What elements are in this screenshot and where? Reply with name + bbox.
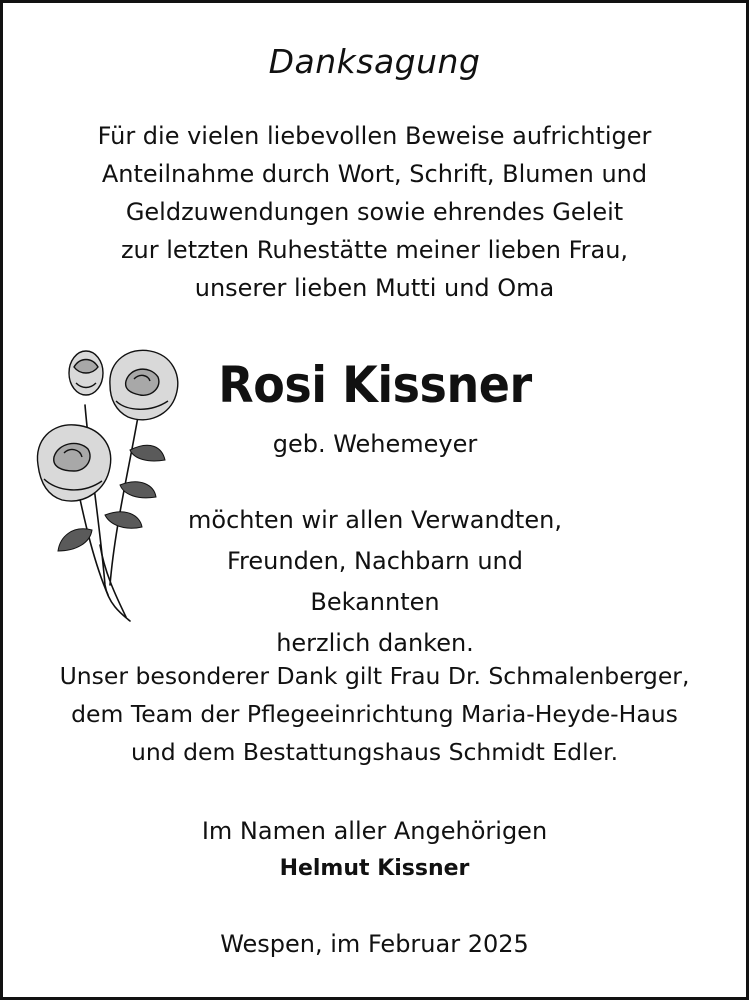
special-thanks-line: dem Team der Pflegeeinrichtung Maria-Heyde-Haus xyxy=(71,700,678,728)
maiden-name: geb. Wehemeyer xyxy=(272,430,478,458)
thanks-line: herzlich danken. xyxy=(276,629,474,657)
intro-line: unserer lieben Mutti und Oma xyxy=(194,274,555,302)
thanks-line: möchten wir allen Verwandten, xyxy=(188,506,562,534)
special-thanks-text xyxy=(0,657,749,771)
place-date: Wespen, im Februar 2025 xyxy=(220,930,529,958)
special-thanks-line: Unser besonderer Dank gilt Frau Dr. Schmalenberger, xyxy=(59,662,690,690)
closing-text: Im Namen aller Angehörigen xyxy=(201,817,548,845)
intro-line: Anteilnahme durch Wort, Schrift, Blumen und xyxy=(101,160,648,188)
thanks-line: Freunden, Nachbarn und Bekannten xyxy=(226,547,523,616)
intro-line: Für die vielen liebevollen Beweise aufrichtiger xyxy=(97,122,652,150)
intro-line: Geldzuwendungen sowie ehrendes Geleit xyxy=(125,198,624,226)
thanks-text xyxy=(165,500,585,664)
intro-text xyxy=(0,117,749,307)
notice-title: Danksagung xyxy=(268,42,481,81)
intro-line: zur letzten Ruhestätte meiner lieben Frau, xyxy=(120,236,629,264)
deceased-name: Rosi Kissner xyxy=(218,356,532,414)
special-thanks-line: und dem Bestattungshaus Schmidt Edler. xyxy=(130,738,619,766)
signer-name: Helmut Kissner xyxy=(279,856,470,881)
